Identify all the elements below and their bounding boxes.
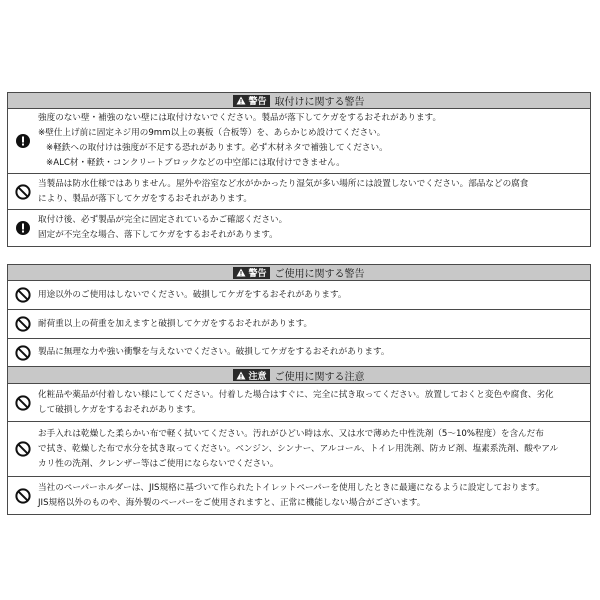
notice-row	[7, 310, 591, 339]
notice-text: JIS規格以外のものや、海外製のペーパーをご使用されますと、正常に機能しない場合がございます。	[38, 497, 426, 508]
prohibition-icon	[15, 184, 31, 200]
section-title: ご使用に関する注意	[274, 371, 365, 383]
notice-text: 製品に無理な力や強い衝撃を与えないでください。破損してケガをするおそれがあります。	[38, 347, 390, 357]
section-title: 取付けに関する警告	[274, 97, 365, 108]
prohibition-icon	[15, 287, 31, 303]
notice-text: カリ性の洗剤、クレンザー等はご使用にならないでください。	[38, 458, 279, 469]
notice-row	[7, 422, 591, 477]
prohibition-icon	[15, 395, 31, 411]
notice-row	[7, 174, 591, 210]
notice-text: 化粧品や薬品が付着しない様にしてください。付着した場合はすぐに、完全に拭き取ってください。放置しておくと変色や腐食、劣化	[38, 389, 554, 400]
notice-row	[7, 477, 591, 515]
usage-caution-header	[7, 367, 591, 384]
notice-row	[7, 210, 591, 247]
notice-text: ※壁仕上げ前に固定ネジ用の9mm以上の裏板（合板等）を、あらかじめ設けてください。	[38, 128, 386, 138]
notice-text: 耐荷重以上の荷重を加えますと破損してケガをするおそれがあります。	[38, 318, 313, 329]
prohibition-icon	[15, 441, 31, 457]
mandatory-icon	[16, 134, 30, 148]
notice-text: により、製品が落下してケガをするおそれがあります。	[38, 193, 252, 204]
notice-text: して破損しケガをするおそれがあります。	[38, 404, 201, 415]
notice-text: 固定が不完全な場合、落下してケガをするおそれがあります。	[38, 230, 278, 240]
notice-text: 取付け後、必ず製品が完全に固定されているかご確認ください。	[38, 215, 288, 225]
notice-text: 用途以外のご使用はしないでください。破損してケガをするおそれがあります。	[38, 289, 347, 300]
warning-badge: 警告	[233, 267, 269, 279]
warning-badge: 警告	[233, 95, 269, 107]
usage-warning-panel	[7, 264, 591, 515]
notice-row	[7, 384, 591, 422]
prohibition-icon	[15, 488, 31, 504]
notice-text: で拭き、乾燥した布で水分を拭き取ってください。ベンジン、シンナー、アルコール、トイレ用洗剤、防カビ剤、塩素系洗剤、酸やアル	[38, 443, 559, 454]
notice-text: ※ALC材・軽鉄・コンクリートブロックなどの中空部には取付けできません。	[46, 158, 345, 168]
prohibition-icon	[15, 345, 31, 361]
warning-triangle-icon	[236, 96, 246, 105]
section-title: ご使用に関する警告	[274, 269, 365, 280]
notice-text: 強度のない壁・補強のない壁には取付けないでください。製品が落下してケガをするおそれがあります。	[38, 113, 442, 123]
notice-row	[7, 109, 591, 174]
notice-row	[7, 281, 591, 310]
notice-text: 当製品は防水仕様ではありません。屋外や浴室など水がかかったり湿気が多い場所には設置しないでください。部品などの腐食	[38, 178, 529, 189]
notice-text: ※軽鉄への取付けは強度が不足する恐れがあります。必ず木材ネタで補強してください。	[46, 143, 388, 153]
warning-triangle-icon	[236, 371, 246, 380]
notice-row	[7, 339, 591, 367]
installation-warning-header	[7, 92, 591, 109]
mandatory-icon	[16, 221, 30, 235]
installation-warning-panel	[7, 92, 591, 247]
notice-text: お手入れは乾燥した柔らかい布で軽く拭いてください。汚れがひどい時は水、又は水で薄めた中性洗剤（5～10%程度）を含んだ布	[38, 428, 544, 439]
caution-badge: 注意	[233, 369, 269, 381]
prohibition-icon	[15, 316, 31, 332]
warning-triangle-icon	[236, 268, 246, 277]
usage-warning-header	[7, 264, 591, 281]
notice-text: 当社のペーパーホルダーは、JIS規格に基づいて作られたトイレットペーパーを使用したときに最適になるように設定しております。	[38, 482, 545, 493]
